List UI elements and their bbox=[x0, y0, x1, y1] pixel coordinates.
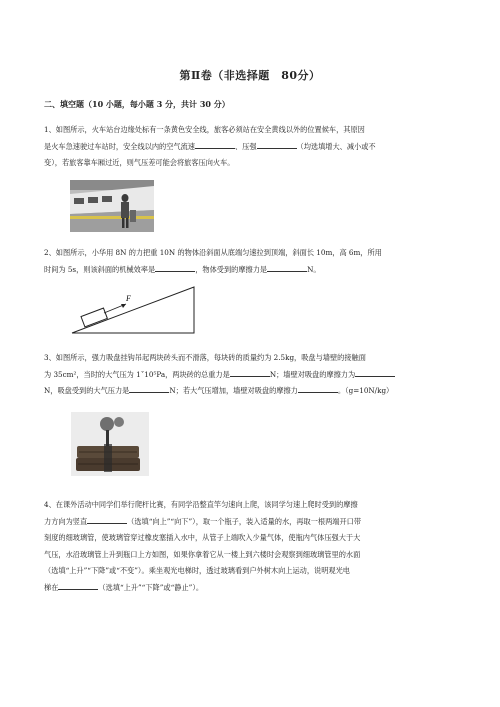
q4-line-2 bbox=[44, 514, 464, 531]
q2-text-a: 时间为 5s，则该斜面的机械效率是 bbox=[44, 264, 156, 274]
q1-line-1: 1、如图所示，火车站台边缘处标有一条黄色安全线，旅客必须站在安全黄线以外的位置候车，其原因 bbox=[44, 125, 365, 134]
q1-text-a: 是火车急速驶过车站时，安全线以内的空气流速 bbox=[44, 141, 195, 151]
q4-text-e: （选填“上升”“下降”或“静止”）。 bbox=[98, 582, 204, 592]
q4-text-a: 力方向为竖直 bbox=[44, 516, 88, 526]
answer-blank[interactable] bbox=[298, 384, 338, 393]
q2-text-b: ，物体受到的摩擦力是 bbox=[195, 264, 268, 274]
q3-text-a: 为 35cm²，当时的大气压为 1ˇ10⁵Pa，两块砖的总重力是 bbox=[44, 369, 230, 379]
q4-line-1: 4、在课外活动中同学们举行爬杆比赛，有同学沿整直竿匀速向上爬，该同学匀速上爬时受到的摩擦 bbox=[44, 500, 358, 509]
answer-blank[interactable] bbox=[257, 140, 297, 149]
answer-blank[interactable] bbox=[195, 140, 235, 149]
q4-text-b: （选填“向上”“向下”），取一个瓶子，装入适量的水，再取一根两端开口带 bbox=[127, 516, 362, 526]
q1-line-3: 变），若旅客靠车厢过近，则气压差可能会将旅客压向火车。 bbox=[44, 158, 235, 167]
part-title: 第Ⅱ卷（非选择题 80分） bbox=[179, 69, 321, 82]
answer-blank[interactable] bbox=[355, 368, 395, 377]
section-heading: 二、填空题（10 小题，每小题 3 分，共计 30 分） bbox=[44, 99, 230, 109]
q1-text-c: （均选填增大、减小或不 bbox=[296, 141, 376, 151]
question-3 bbox=[44, 350, 464, 400]
question-1 bbox=[44, 122, 464, 172]
q1-text-b: 、压强 bbox=[234, 141, 257, 151]
q4-line-4: 气压，水沿玻璃管上升到瓶口上方如图，如果你拿着它从一楼上到六楼时会观察到细玻璃管里的水面 bbox=[44, 549, 361, 559]
q3-line-1: 3、如图所示，强力吸盘挂钩吊起两块砖头而不滑落，每块砖的质量约为 2.5kg，吸盘与墙壁的接触面 bbox=[44, 353, 366, 362]
q4-line-5 bbox=[44, 563, 464, 580]
q2-line-1: 2、如图所示，小华用 8N 的力把重 10N 的物体沿斜面从底端匀速拉到顶端，斜面长 10m，高 6m，所用 bbox=[44, 248, 382, 257]
q3-line-3 bbox=[44, 383, 464, 400]
answer-blank[interactable] bbox=[267, 263, 307, 272]
q4-line-3: 刻度的细玻璃管，使玻璃管穿过橡皮塞插入水中，从管子上端吹入少量气体，使瓶内气体压强大于大 bbox=[44, 533, 361, 542]
answer-blank[interactable] bbox=[155, 263, 195, 272]
answer-blank[interactable] bbox=[230, 368, 270, 377]
q4-text-c: （选填“上升”“下降”或“不变”）。乘坐观光电梯时，透过玻璃看到户外树木向上运动，说明观光电 bbox=[44, 566, 350, 575]
q3-text-d: N；若大气压增加，墙壁对吸盘的摩擦力 bbox=[169, 386, 298, 395]
q3-text-e: 。（g=10N/kg） bbox=[337, 386, 394, 395]
question-2 bbox=[44, 245, 464, 278]
q2-line-2 bbox=[44, 262, 464, 279]
train-platform-photo bbox=[70, 180, 154, 232]
incline-diagram bbox=[68, 283, 198, 335]
question-4 bbox=[44, 497, 464, 596]
q2-text-c: N。 bbox=[307, 264, 321, 274]
force-label: F bbox=[126, 294, 131, 303]
q4-text-d: 梯在 bbox=[44, 582, 59, 592]
q3-text-b: N；墙壁对吸盘的摩擦力为 bbox=[269, 369, 356, 379]
answer-blank[interactable] bbox=[129, 384, 169, 393]
q4-line-6 bbox=[44, 580, 464, 597]
answer-blank[interactable] bbox=[87, 515, 127, 524]
suction-hook-bricks-photo bbox=[71, 412, 149, 476]
q3-text-c: N，吸盘受到的大气压力是 bbox=[44, 386, 130, 395]
answer-blank[interactable] bbox=[58, 581, 98, 590]
q3-line-2 bbox=[44, 367, 464, 384]
q1-line-2 bbox=[44, 139, 464, 156]
